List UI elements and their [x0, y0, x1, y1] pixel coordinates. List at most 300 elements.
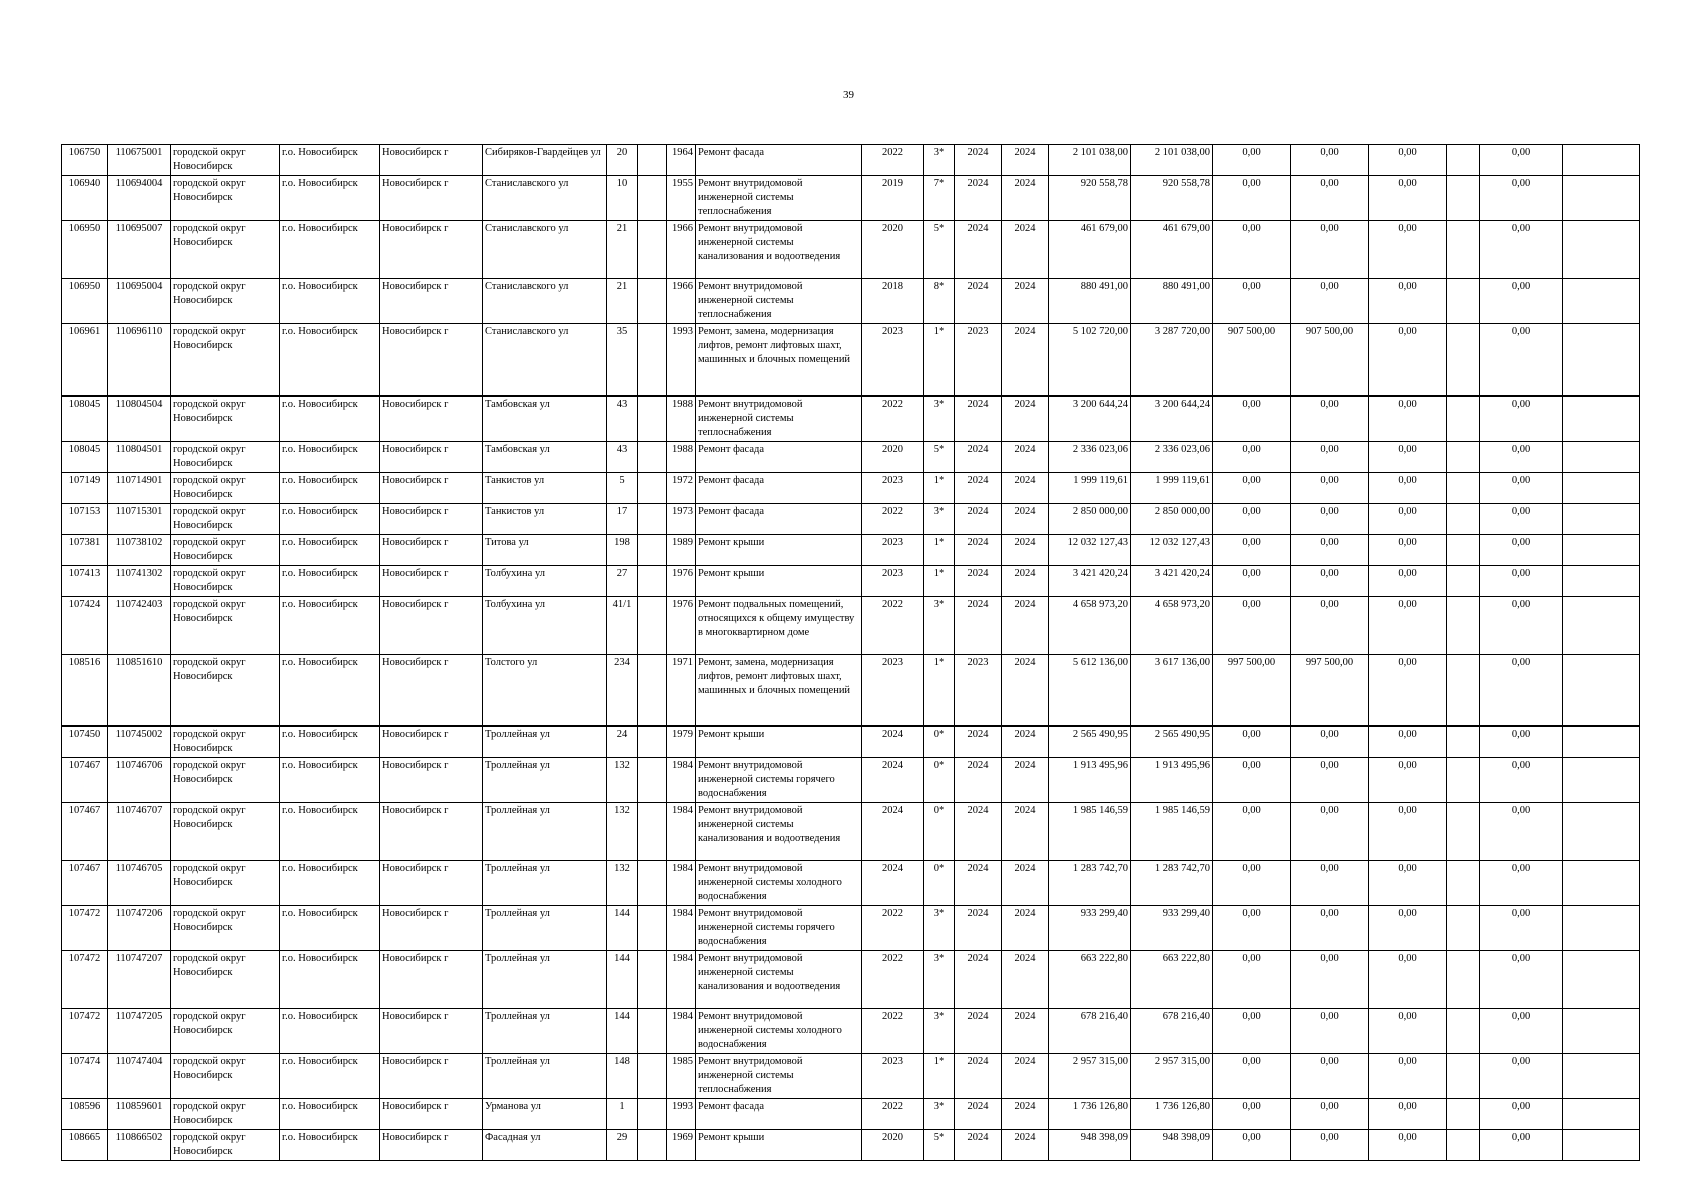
table-row — [62, 176, 1640, 221]
row-id-cell: 107472 — [62, 951, 108, 1009]
cost-5-cell: 0,00 — [1480, 861, 1563, 906]
street-cell: Троллейная ул — [483, 726, 607, 758]
street-cell: Троллейная ул — [483, 861, 607, 906]
street-cell: Станиславского ул — [483, 221, 607, 279]
cost-1-cell: 3 200 644,24 — [1131, 396, 1213, 442]
year-a-cell: 2020 — [862, 1130, 924, 1161]
municipality-cell: городской округ Новосибирск — [171, 803, 280, 861]
object-code-cell: 110715301 — [108, 503, 171, 534]
col-extra-cell — [1563, 596, 1640, 654]
table-row — [62, 221, 1640, 279]
year-a-cell: 2019 — [862, 176, 924, 221]
col-empty-cell — [1447, 1054, 1480, 1099]
municipality-short-cell: г.о. Новосибирск — [280, 503, 380, 534]
total-cost-cell: 5 612 136,00 — [1049, 654, 1131, 726]
house-number-cell: 132 — [607, 758, 638, 803]
cost-2-cell: 0,00 — [1213, 1130, 1291, 1161]
building-cell — [638, 596, 667, 654]
cost-1-cell: 3 617 136,00 — [1131, 654, 1213, 726]
locality-cell: Новосибирск г — [380, 221, 483, 279]
year-a-cell: 2023 — [862, 565, 924, 596]
col-extra-cell — [1563, 758, 1640, 803]
object-code-cell: 110694004 — [108, 176, 171, 221]
table-body — [62, 145, 1640, 1161]
cost-5-cell: 0,00 — [1480, 1099, 1563, 1130]
category-cell: 1* — [924, 324, 955, 396]
object-code-cell: 110742403 — [108, 596, 171, 654]
cost-1-cell: 2 957 315,00 — [1131, 1054, 1213, 1099]
work-type-cell: Ремонт внутридомовой инженерной системы горячего водоснабжения — [696, 906, 862, 951]
work-type-cell: Ремонт внутридомовой инженерной системы теплоснабжения — [696, 1054, 862, 1099]
object-code-cell: 110851610 — [108, 654, 171, 726]
building-cell — [638, 396, 667, 442]
locality-cell: Новосибирск г — [380, 534, 483, 565]
row-id-cell: 107149 — [62, 472, 108, 503]
total-cost-cell: 1 999 119,61 — [1049, 472, 1131, 503]
street-cell: Троллейная ул — [483, 906, 607, 951]
house-number-cell: 20 — [607, 145, 638, 176]
cost-2-cell: 0,00 — [1213, 803, 1291, 861]
row-id-cell: 107424 — [62, 596, 108, 654]
building-cell — [638, 176, 667, 221]
total-cost-cell: 933 299,40 — [1049, 906, 1131, 951]
table-row — [62, 441, 1640, 472]
municipality-short-cell: г.о. Новосибирск — [280, 1009, 380, 1054]
year-start-cell: 2023 — [955, 654, 1002, 726]
cost-4-cell: 0,00 — [1369, 654, 1447, 726]
cost-4-cell: 0,00 — [1369, 861, 1447, 906]
cost-2-cell: 0,00 — [1213, 1099, 1291, 1130]
total-cost-cell: 1 283 742,70 — [1049, 861, 1131, 906]
col-empty-cell — [1447, 503, 1480, 534]
locality-cell: Новосибирск г — [380, 654, 483, 726]
year-a-cell: 2023 — [862, 654, 924, 726]
year-a-cell: 2023 — [862, 1054, 924, 1099]
municipality-short-cell: г.о. Новосибирск — [280, 534, 380, 565]
col-empty-cell — [1447, 565, 1480, 596]
year-a-cell: 2022 — [862, 1099, 924, 1130]
year-a-cell: 2023 — [862, 534, 924, 565]
cost-4-cell: 0,00 — [1369, 1054, 1447, 1099]
category-cell: 3* — [924, 906, 955, 951]
table-row — [62, 1054, 1640, 1099]
total-cost-cell: 2 565 490,95 — [1049, 726, 1131, 758]
locality-cell: Новосибирск г — [380, 1130, 483, 1161]
cost-3-cell: 0,00 — [1291, 221, 1369, 279]
cost-4-cell: 0,00 — [1369, 472, 1447, 503]
row-id-cell: 107467 — [62, 803, 108, 861]
object-code-cell: 110747404 — [108, 1054, 171, 1099]
work-type-cell: Ремонт фасада — [696, 145, 862, 176]
category-cell: 5* — [924, 441, 955, 472]
cost-2-cell: 0,00 — [1213, 396, 1291, 442]
cost-3-cell: 0,00 — [1291, 503, 1369, 534]
cost-1-cell: 948 398,09 — [1131, 1130, 1213, 1161]
cost-3-cell: 0,00 — [1291, 726, 1369, 758]
municipality-cell: городской округ Новосибирск — [171, 726, 280, 758]
col-empty-cell — [1447, 758, 1480, 803]
table-row — [62, 596, 1640, 654]
col-empty-cell — [1447, 596, 1480, 654]
object-code-cell: 110747206 — [108, 906, 171, 951]
locality-cell: Новосибирск г — [380, 145, 483, 176]
municipality-short-cell: г.о. Новосибирск — [280, 1099, 380, 1130]
cost-5-cell: 0,00 — [1480, 441, 1563, 472]
col-empty-cell — [1447, 906, 1480, 951]
cost-1-cell: 678 216,40 — [1131, 1009, 1213, 1054]
year-built-cell: 1973 — [667, 503, 696, 534]
year-built-cell: 1985 — [667, 1054, 696, 1099]
total-cost-cell: 4 658 973,20 — [1049, 596, 1131, 654]
year-start-cell: 2024 — [955, 472, 1002, 503]
year-a-cell: 2020 — [862, 221, 924, 279]
table-row — [62, 906, 1640, 951]
col-extra-cell — [1563, 534, 1640, 565]
year-start-cell: 2024 — [955, 221, 1002, 279]
table-row — [62, 472, 1640, 503]
municipality-short-cell: г.о. Новосибирск — [280, 654, 380, 726]
year-a-cell: 2024 — [862, 803, 924, 861]
street-cell: Толбухина ул — [483, 565, 607, 596]
category-cell: 1* — [924, 654, 955, 726]
work-type-cell: Ремонт внутридомовой инженерной системы канализования и водоотведения — [696, 221, 862, 279]
municipality-cell: городской округ Новосибирск — [171, 596, 280, 654]
municipality-short-cell: г.о. Новосибирск — [280, 906, 380, 951]
cost-5-cell: 0,00 — [1480, 396, 1563, 442]
cost-1-cell: 2 565 490,95 — [1131, 726, 1213, 758]
object-code-cell: 110695007 — [108, 221, 171, 279]
year-start-cell: 2024 — [955, 279, 1002, 324]
municipality-cell: городской округ Новосибирск — [171, 221, 280, 279]
cost-5-cell: 0,00 — [1480, 758, 1563, 803]
locality-cell: Новосибирск г — [380, 1009, 483, 1054]
work-type-cell: Ремонт внутридомовой инженерной системы теплоснабжения — [696, 176, 862, 221]
year-built-cell: 1966 — [667, 279, 696, 324]
street-cell: Толстого ул — [483, 654, 607, 726]
municipality-cell: городской округ Новосибирск — [171, 534, 280, 565]
cost-3-cell: 0,00 — [1291, 396, 1369, 442]
cost-4-cell: 0,00 — [1369, 145, 1447, 176]
work-type-cell: Ремонт подвальных помещений, относящихся к общему имуществу в многоквартирном доме — [696, 596, 862, 654]
street-cell: Троллейная ул — [483, 1054, 607, 1099]
category-cell: 5* — [924, 1130, 955, 1161]
locality-cell: Новосибирск г — [380, 596, 483, 654]
year-end-cell: 2024 — [1002, 726, 1049, 758]
col-extra-cell — [1563, 565, 1640, 596]
work-type-cell: Ремонт, замена, модернизация лифтов, ремонт лифтовых шахт, машинных и блочных помещений — [696, 654, 862, 726]
cost-2-cell: 997 500,00 — [1213, 654, 1291, 726]
house-number-cell: 5 — [607, 472, 638, 503]
cost-3-cell: 0,00 — [1291, 441, 1369, 472]
year-start-cell: 2024 — [955, 503, 1002, 534]
year-built-cell: 1969 — [667, 1130, 696, 1161]
municipality-short-cell: г.о. Новосибирск — [280, 221, 380, 279]
col-empty-cell — [1447, 324, 1480, 396]
street-cell: Титова ул — [483, 534, 607, 565]
row-id-cell: 107472 — [62, 906, 108, 951]
locality-cell: Новосибирск г — [380, 1099, 483, 1130]
year-built-cell: 1984 — [667, 861, 696, 906]
year-a-cell: 2022 — [862, 951, 924, 1009]
category-cell: 5* — [924, 221, 955, 279]
col-empty-cell — [1447, 221, 1480, 279]
table-row — [62, 1009, 1640, 1054]
row-id-cell: 107381 — [62, 534, 108, 565]
cost-2-cell: 0,00 — [1213, 279, 1291, 324]
building-cell — [638, 221, 667, 279]
row-id-cell: 107467 — [62, 861, 108, 906]
municipality-short-cell: г.о. Новосибирск — [280, 279, 380, 324]
year-built-cell: 1966 — [667, 221, 696, 279]
year-end-cell: 2024 — [1002, 654, 1049, 726]
cost-4-cell: 0,00 — [1369, 503, 1447, 534]
cost-3-cell: 0,00 — [1291, 145, 1369, 176]
municipality-cell: городской округ Новосибирск — [171, 654, 280, 726]
col-extra-cell — [1563, 1054, 1640, 1099]
table-row — [62, 654, 1640, 726]
cost-3-cell: 0,00 — [1291, 1099, 1369, 1130]
house-number-cell: 234 — [607, 654, 638, 726]
cost-4-cell: 0,00 — [1369, 176, 1447, 221]
row-id-cell: 108045 — [62, 441, 108, 472]
object-code-cell: 110746705 — [108, 861, 171, 906]
year-end-cell: 2024 — [1002, 1054, 1049, 1099]
year-built-cell: 1993 — [667, 1099, 696, 1130]
building-cell — [638, 565, 667, 596]
municipality-cell: городской округ Новосибирск — [171, 396, 280, 442]
col-extra-cell — [1563, 803, 1640, 861]
col-extra-cell — [1563, 145, 1640, 176]
object-code-cell: 110746706 — [108, 758, 171, 803]
year-built-cell: 1989 — [667, 534, 696, 565]
total-cost-cell: 1 736 126,80 — [1049, 1099, 1131, 1130]
house-number-cell: 148 — [607, 1054, 638, 1099]
building-cell — [638, 503, 667, 534]
year-start-cell: 2024 — [955, 596, 1002, 654]
cost-5-cell: 0,00 — [1480, 221, 1563, 279]
year-start-cell: 2024 — [955, 441, 1002, 472]
locality-cell: Новосибирск г — [380, 441, 483, 472]
work-type-cell: Ремонт фасада — [696, 441, 862, 472]
row-id-cell: 108596 — [62, 1099, 108, 1130]
year-a-cell: 2022 — [862, 145, 924, 176]
work-type-cell: Ремонт внутридомовой инженерной системы канализования и водоотведения — [696, 951, 862, 1009]
row-id-cell: 106950 — [62, 221, 108, 279]
building-cell — [638, 1099, 667, 1130]
municipality-cell: городской округ Новосибирск — [171, 145, 280, 176]
col-extra-cell — [1563, 324, 1640, 396]
cost-1-cell: 12 032 127,43 — [1131, 534, 1213, 565]
col-empty-cell — [1447, 145, 1480, 176]
year-end-cell: 2024 — [1002, 1009, 1049, 1054]
year-start-cell: 2024 — [955, 565, 1002, 596]
locality-cell: Новосибирск г — [380, 279, 483, 324]
row-id-cell: 106961 — [62, 324, 108, 396]
work-type-cell: Ремонт внутридомовой инженерной системы горячего водоснабжения — [696, 758, 862, 803]
work-type-cell: Ремонт фасада — [696, 472, 862, 503]
cost-2-cell: 0,00 — [1213, 176, 1291, 221]
row-id-cell: 106950 — [62, 279, 108, 324]
year-end-cell: 2024 — [1002, 145, 1049, 176]
table-row — [62, 145, 1640, 176]
cost-3-cell: 0,00 — [1291, 565, 1369, 596]
street-cell: Урманова ул — [483, 1099, 607, 1130]
year-built-cell: 1979 — [667, 726, 696, 758]
street-cell: Тамбовская ул — [483, 396, 607, 442]
year-built-cell: 1984 — [667, 758, 696, 803]
year-built-cell: 1988 — [667, 441, 696, 472]
house-number-cell: 27 — [607, 565, 638, 596]
col-extra-cell — [1563, 906, 1640, 951]
total-cost-cell: 461 679,00 — [1049, 221, 1131, 279]
total-cost-cell: 1 985 146,59 — [1049, 803, 1131, 861]
total-cost-cell: 2 957 315,00 — [1049, 1054, 1131, 1099]
col-empty-cell — [1447, 726, 1480, 758]
municipality-cell: городской округ Новосибирск — [171, 951, 280, 1009]
cost-3-cell: 0,00 — [1291, 279, 1369, 324]
cost-4-cell: 0,00 — [1369, 534, 1447, 565]
cost-5-cell: 0,00 — [1480, 906, 1563, 951]
building-cell — [638, 951, 667, 1009]
work-type-cell: Ремонт внутридомовой инженерной системы теплоснабжения — [696, 279, 862, 324]
house-number-cell: 132 — [607, 861, 638, 906]
total-cost-cell: 880 491,00 — [1049, 279, 1131, 324]
col-extra-cell — [1563, 951, 1640, 1009]
municipality-short-cell: г.о. Новосибирск — [280, 396, 380, 442]
building-cell — [638, 758, 667, 803]
house-number-cell: 29 — [607, 1130, 638, 1161]
cost-1-cell: 1 999 119,61 — [1131, 472, 1213, 503]
object-code-cell: 110804504 — [108, 396, 171, 442]
cost-3-cell: 0,00 — [1291, 596, 1369, 654]
row-id-cell: 107153 — [62, 503, 108, 534]
year-a-cell: 2022 — [862, 396, 924, 442]
cost-5-cell: 0,00 — [1480, 726, 1563, 758]
object-code-cell: 110747205 — [108, 1009, 171, 1054]
cost-5-cell: 0,00 — [1480, 324, 1563, 396]
year-end-cell: 2024 — [1002, 176, 1049, 221]
year-a-cell: 2023 — [862, 324, 924, 396]
house-number-cell: 43 — [607, 441, 638, 472]
category-cell: 8* — [924, 279, 955, 324]
year-built-cell: 1972 — [667, 472, 696, 503]
street-cell: Фасадная ул — [483, 1130, 607, 1161]
col-extra-cell — [1563, 654, 1640, 726]
cost-2-cell: 0,00 — [1213, 503, 1291, 534]
col-extra-cell — [1563, 279, 1640, 324]
col-empty-cell — [1447, 803, 1480, 861]
building-cell — [638, 279, 667, 324]
table-row — [62, 951, 1640, 1009]
cost-5-cell: 0,00 — [1480, 1130, 1563, 1161]
table-row — [62, 861, 1640, 906]
year-start-cell: 2024 — [955, 803, 1002, 861]
object-code-cell: 110696110 — [108, 324, 171, 396]
house-number-cell: 1 — [607, 1099, 638, 1130]
col-empty-cell — [1447, 951, 1480, 1009]
page-number: 39 — [843, 89, 854, 101]
cost-1-cell: 4 658 973,20 — [1131, 596, 1213, 654]
category-cell: 3* — [924, 951, 955, 1009]
cost-3-cell: 997 500,00 — [1291, 654, 1369, 726]
work-type-cell: Ремонт крыши — [696, 534, 862, 565]
work-type-cell: Ремонт внутридомовой инженерной системы теплоснабжения — [696, 396, 862, 442]
row-id-cell: 108045 — [62, 396, 108, 442]
municipality-short-cell: г.о. Новосибирск — [280, 472, 380, 503]
object-code-cell: 110746707 — [108, 803, 171, 861]
street-cell: Станиславского ул — [483, 176, 607, 221]
municipality-cell: городской округ Новосибирск — [171, 565, 280, 596]
cost-5-cell: 0,00 — [1480, 654, 1563, 726]
municipality-short-cell: г.о. Новосибирск — [280, 145, 380, 176]
total-cost-cell: 2 336 023,06 — [1049, 441, 1131, 472]
year-start-cell: 2024 — [955, 861, 1002, 906]
object-code-cell: 110741302 — [108, 565, 171, 596]
year-end-cell: 2024 — [1002, 534, 1049, 565]
year-built-cell: 1993 — [667, 324, 696, 396]
cost-3-cell: 0,00 — [1291, 861, 1369, 906]
cost-4-cell: 0,00 — [1369, 726, 1447, 758]
cost-5-cell: 0,00 — [1480, 176, 1563, 221]
year-a-cell: 2024 — [862, 861, 924, 906]
year-built-cell: 1984 — [667, 1009, 696, 1054]
object-code-cell: 110714901 — [108, 472, 171, 503]
object-code-cell: 110745002 — [108, 726, 171, 758]
cost-2-cell: 0,00 — [1213, 1009, 1291, 1054]
cost-2-cell: 0,00 — [1213, 951, 1291, 1009]
cost-1-cell: 461 679,00 — [1131, 221, 1213, 279]
total-cost-cell: 3 421 420,24 — [1049, 565, 1131, 596]
object-code-cell: 110866502 — [108, 1130, 171, 1161]
locality-cell: Новосибирск г — [380, 503, 483, 534]
col-empty-cell — [1447, 1009, 1480, 1054]
year-a-cell: 2022 — [862, 906, 924, 951]
category-cell: 7* — [924, 176, 955, 221]
cost-4-cell: 0,00 — [1369, 396, 1447, 442]
cost-1-cell: 2 336 023,06 — [1131, 441, 1213, 472]
col-empty-cell — [1447, 1130, 1480, 1161]
table-row — [62, 758, 1640, 803]
municipality-short-cell: г.о. Новосибирск — [280, 176, 380, 221]
cost-5-cell: 0,00 — [1480, 1009, 1563, 1054]
year-start-cell: 2024 — [955, 176, 1002, 221]
year-start-cell: 2024 — [955, 951, 1002, 1009]
total-cost-cell: 2 850 000,00 — [1049, 503, 1131, 534]
year-end-cell: 2024 — [1002, 279, 1049, 324]
col-extra-cell — [1563, 396, 1640, 442]
locality-cell: Новосибирск г — [380, 951, 483, 1009]
cost-5-cell: 0,00 — [1480, 472, 1563, 503]
cost-5-cell: 0,00 — [1480, 534, 1563, 565]
cost-1-cell: 3 421 420,24 — [1131, 565, 1213, 596]
cost-4-cell: 0,00 — [1369, 324, 1447, 396]
cost-3-cell: 0,00 — [1291, 176, 1369, 221]
category-cell: 3* — [924, 145, 955, 176]
cost-2-cell: 907 500,00 — [1213, 324, 1291, 396]
municipality-cell: городской округ Новосибирск — [171, 503, 280, 534]
cost-2-cell: 0,00 — [1213, 758, 1291, 803]
municipality-short-cell: г.о. Новосибирск — [280, 441, 380, 472]
locality-cell: Новосибирск г — [380, 565, 483, 596]
cost-1-cell: 920 558,78 — [1131, 176, 1213, 221]
capital-repair-table — [61, 144, 1640, 1161]
work-type-cell: Ремонт внутридомовой инженерной системы холодного водоснабжения — [696, 1009, 862, 1054]
municipality-cell: городской округ Новосибирск — [171, 441, 280, 472]
year-end-cell: 2024 — [1002, 441, 1049, 472]
col-empty-cell — [1447, 441, 1480, 472]
object-code-cell: 110859601 — [108, 1099, 171, 1130]
cost-1-cell: 663 222,80 — [1131, 951, 1213, 1009]
